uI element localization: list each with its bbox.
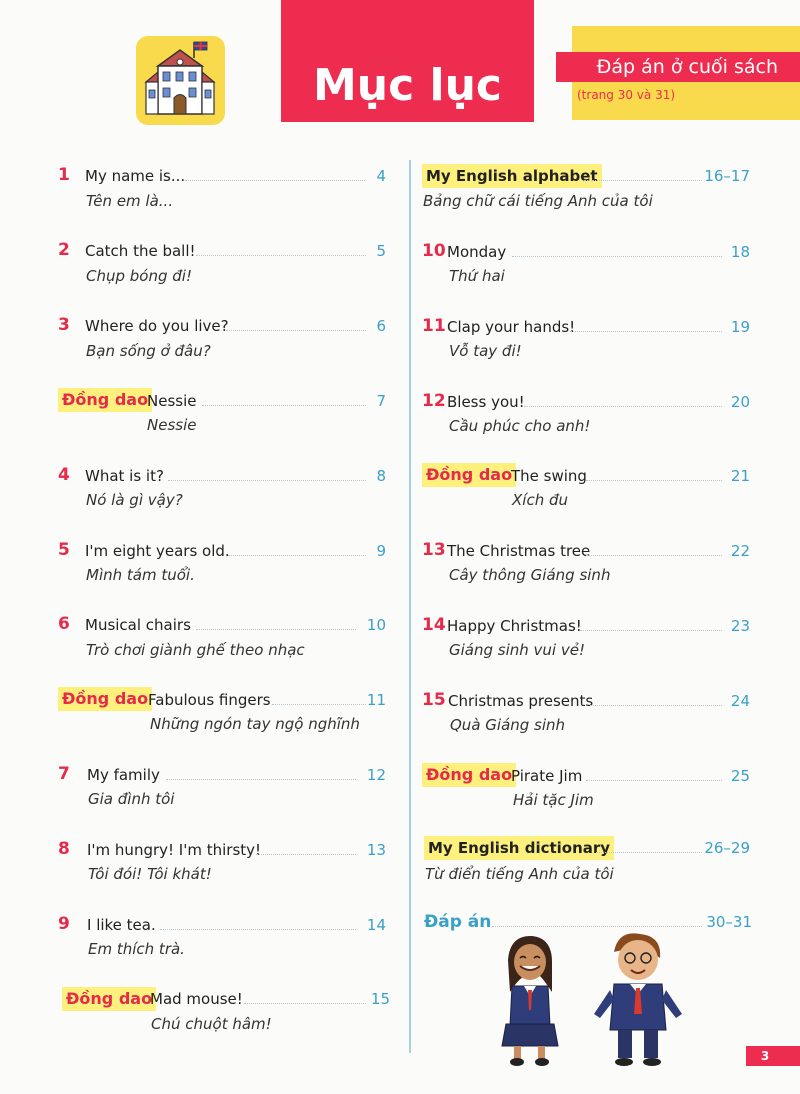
nursery-rhyme-tag: Đồng dao <box>422 463 516 487</box>
dot-leader <box>196 255 366 256</box>
section-heading[interactable]: My English dictionary <box>424 836 614 860</box>
dot-leader <box>160 929 356 930</box>
entry-subtitle: Hải tặc Jim <box>513 791 594 809</box>
dot-leader <box>196 629 356 630</box>
dot-leader <box>596 852 702 853</box>
entry-number: 6 <box>58 614 70 634</box>
entry-page: 8 <box>376 467 386 485</box>
entry-subtitle: Chú chuột hâm! <box>151 1015 272 1033</box>
entry-page: 10 <box>366 616 386 634</box>
entry-title[interactable]: Where do you live? <box>85 317 229 335</box>
entry-page: 16–17 <box>704 167 750 185</box>
school-logo <box>136 36 225 125</box>
entry-subtitle: Nó là gì vậy? <box>86 491 183 509</box>
dot-leader <box>228 555 366 556</box>
entry-page: 19 <box>730 318 750 336</box>
entry-page: 21 <box>730 467 750 485</box>
school-building-icon <box>136 36 225 125</box>
entry-title[interactable]: Musical chairs <box>85 616 191 634</box>
dot-leader <box>586 480 722 481</box>
dot-leader <box>244 1003 366 1004</box>
entry-number: 1 <box>58 165 70 185</box>
entry-number: 9 <box>58 914 70 934</box>
children-illustration <box>490 930 700 1070</box>
entry-number: 4 <box>58 465 70 485</box>
entry-page: 9 <box>376 542 386 560</box>
entry-number: 12 <box>422 391 446 411</box>
entry-title[interactable]: Pirate Jim <box>511 767 583 785</box>
dot-leader <box>166 779 356 780</box>
entry-subtitle: Nessie <box>147 416 197 434</box>
entry-page: 5 <box>376 242 386 260</box>
entry-subtitle: Tôi đói! Tôi khát! <box>88 865 212 883</box>
entry-page: 23 <box>730 617 750 635</box>
entry-subtitle: Trò chơi giành ghế theo nhạc <box>86 641 305 659</box>
entry-subtitle: Tên em là... <box>86 192 174 210</box>
entry-title[interactable]: I'm hungry! I'm thirsty! <box>87 841 262 859</box>
entry-title[interactable]: What is it? <box>85 467 164 485</box>
entry-number: 2 <box>58 240 70 260</box>
entry-page: 22 <box>730 542 750 560</box>
entry-title[interactable]: The swing <box>511 467 587 485</box>
entry-page: 7 <box>376 392 386 410</box>
entry-number: 3 <box>58 315 70 335</box>
boy-figure <box>594 933 682 1066</box>
entry-subtitle: Bạn sống ở đâu? <box>86 342 211 360</box>
entry-number: 11 <box>422 316 446 336</box>
dot-leader <box>226 330 366 331</box>
answers-pages: (trang 30 và 31) <box>577 88 676 102</box>
entry-title[interactable]: Fabulous fingers <box>148 691 271 709</box>
entry-title[interactable]: Bless you! <box>447 393 525 411</box>
dot-leader <box>202 405 366 406</box>
page-title: Mục lục <box>313 60 502 111</box>
entry-page: 25 <box>730 767 750 785</box>
entry-page: 24 <box>730 692 750 710</box>
entry-page: 20 <box>730 393 750 411</box>
dot-leader <box>586 555 722 556</box>
entry-subtitle: Giáng sinh vui vẻ! <box>449 641 585 659</box>
dot-leader <box>492 926 702 927</box>
nursery-rhyme-tag: Đồng dao <box>422 763 516 787</box>
entry-title[interactable]: I like tea. <box>87 916 156 934</box>
entry-number: 5 <box>58 540 70 560</box>
nursery-rhyme-tag: Đồng dao <box>58 687 152 711</box>
entry-number: 14 <box>422 615 446 635</box>
entry-page: 6 <box>376 317 386 335</box>
dot-leader <box>256 854 356 855</box>
girl-figure <box>502 936 558 1066</box>
entry-title[interactable]: Monday <box>447 243 507 261</box>
entry-page: 18 <box>730 243 750 261</box>
entry-subtitle: Cầu phúc cho anh! <box>449 417 591 435</box>
entry-number: 15 <box>422 690 446 710</box>
dot-leader <box>512 256 722 257</box>
entry-subtitle: Em thích trà. <box>88 940 185 958</box>
entry-title[interactable]: Catch the ball! <box>85 242 196 260</box>
entry-page: 15 <box>370 990 390 1008</box>
entry-page: 4 <box>376 167 386 185</box>
entry-subtitle: Từ điển tiếng Anh của tôi <box>425 865 614 883</box>
entry-page: 30–31 <box>706 913 752 931</box>
dot-leader <box>524 406 722 407</box>
answers-heading[interactable]: Đáp án <box>424 912 492 932</box>
entry-title[interactable]: The Christmas tree <box>447 542 591 560</box>
entry-number: 8 <box>58 839 70 859</box>
entry-title[interactable]: My name is... <box>85 167 186 185</box>
entry-page: 26–29 <box>704 839 750 857</box>
nursery-rhyme-tag: Đồng dao <box>62 987 156 1011</box>
entry-page: 12 <box>366 766 386 784</box>
entry-subtitle: Vỗ tay đi! <box>449 342 522 360</box>
entry-title[interactable]: My family <box>87 766 160 784</box>
entry-page: 13 <box>366 841 386 859</box>
page-number: 3 <box>760 1049 770 1063</box>
entry-title[interactable]: Happy Christmas! <box>447 617 582 635</box>
section-heading[interactable]: My English alphabet <box>422 164 602 188</box>
entry-number: 7 <box>58 764 70 784</box>
entry-title[interactable]: Clap your hands! <box>447 318 576 336</box>
dot-leader <box>590 705 722 706</box>
entry-subtitle: Xích đu <box>512 491 568 509</box>
dot-leader <box>584 180 702 181</box>
entry-subtitle: Chụp bóng đi! <box>86 267 192 285</box>
entry-subtitle: Cây thông Giáng sinh <box>449 566 611 584</box>
entry-title[interactable]: I'm eight years old. <box>85 542 230 560</box>
answers-note: Đáp án ở cuối sách <box>596 56 778 78</box>
entry-page: 14 <box>366 916 386 934</box>
dot-leader <box>570 331 722 332</box>
entry-title[interactable]: Mad mouse! <box>150 990 243 1008</box>
entry-title[interactable]: Nessie <box>147 392 197 410</box>
entry-number: 10 <box>422 241 446 261</box>
dot-leader <box>168 480 366 481</box>
entry-subtitle: Những ngón tay ngộ nghĩnh <box>150 715 360 733</box>
dot-leader <box>580 630 722 631</box>
column-divider <box>409 160 411 1053</box>
entry-number: 13 <box>422 540 446 560</box>
entry-title[interactable]: Christmas presents <box>448 692 594 710</box>
dot-leader <box>586 780 722 781</box>
dot-leader <box>185 180 365 181</box>
entry-subtitle: Bảng chữ cái tiếng Anh của tôi <box>423 192 653 210</box>
entry-subtitle: Thứ hai <box>449 267 505 285</box>
entry-subtitle: Quà Giáng sinh <box>450 716 566 734</box>
nursery-rhyme-tag: Đồng dao <box>58 388 152 412</box>
entry-subtitle: Mình tám tuổi. <box>86 566 195 584</box>
entry-page: 11 <box>366 691 386 709</box>
entry-subtitle: Gia đình tôi <box>88 790 175 808</box>
